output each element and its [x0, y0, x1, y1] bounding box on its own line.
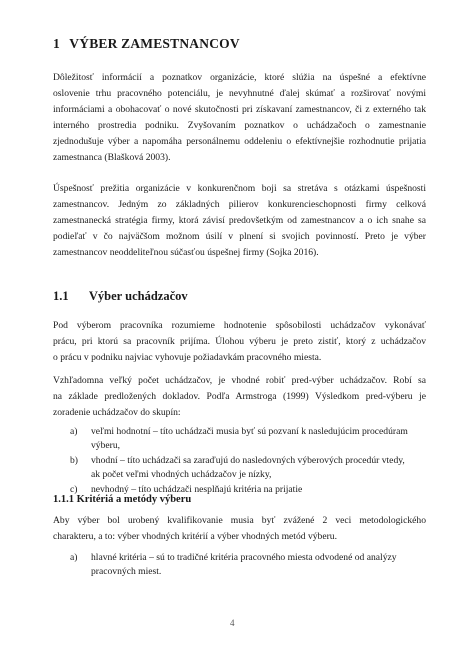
paragraph-line: zamestnancov. Jedným zo základných pilierov konkurencieschopnosti firmy celková [53, 199, 426, 210]
paragraph-line: oslovenie trhu pracovného potenciálu, je nevyhnutné ďalej skúmať a rozširovať novými [53, 88, 426, 99]
paragraph-line: Pod výberom pracovníka rozumieme hodnotenie spôsobilosti uchádzačov vykonávať [53, 320, 426, 331]
list-item-marker: a) [70, 552, 78, 563]
paragraph-line: charakteru, a to: výber vhodných kritérií a výber vhodných metód výberu. [53, 531, 337, 542]
list-item-text: ak počet veľmi vhodných uchádzačov je nízky, [91, 469, 272, 480]
paragraph-line: interného prostredia podniku. Zvyšovaním poznatkov o uchádzačoch o zamestnanie [53, 120, 426, 131]
paragraph-line: o prácu v podniku najviac vyhovuje požiadavkám pracovného miesta. [53, 352, 322, 363]
section-title: Výber uchádzačov [88, 289, 188, 303]
list-item-text: nevhodný – títo uchádzači nesplňajú kritéria na prijatie [91, 484, 303, 495]
list-item-text: výberu, [91, 440, 121, 451]
paragraph-line: zamestnanecká stratégia firmy, ktorá závisí predovšetkým od zamestnancov a o ich snahe sa [53, 215, 426, 226]
subsection-number: 1.1.1 [53, 494, 74, 505]
paragraph-line: Vzhľadomna veľký počet uchádzačov, je vhodné robiť pred-výber uchádzačov. Robí sa [53, 375, 426, 386]
paragraph-line: zjednodušuje výber a napomáha personálnemu oddeleniu o efektívnejšie rozhodnutie prijatia [53, 136, 426, 147]
paragraph-line: na základe predložených dokladov. Podľa Armstroga (1999) Výsledkom pred-výberu je [53, 391, 426, 402]
list-item-text: vhodní – títo uchádzači sa zaraďujú do nasledovných výberových procedúr vtedy, [91, 455, 405, 466]
section-heading [53, 289, 188, 304]
paragraph-line: Dôležitosť informácií a poznatkov organizácie, ktoré slúžia na úspešné a efektívne [53, 72, 426, 83]
list-item-marker: a) [70, 426, 78, 437]
subsection-title: Kritériá a metódy výberu [76, 494, 192, 505]
page-number: 4 [230, 618, 235, 628]
paragraph-line: Úspešnosť prežitia organizácie v konkurenčnom boji sa stretáva s otázkami úspešnosti [53, 183, 426, 194]
chapter-heading [53, 36, 240, 52]
chapter-title: VÝBER ZAMESTNANCOV [69, 36, 240, 51]
section-number: 1.1 [53, 289, 69, 303]
list-item-text: veľmi hodnotní – títo uchádzači musia byť sú pozvaní k nasledujúcim procedúram [91, 426, 408, 437]
paragraph-line: informáciami a obohacovať o nové skutočnosti pri získavaní zamestnancov, či z externého tak [53, 104, 426, 115]
list-item-text: hlavné kritéria – sú to tradičné kritéria pracovného miesta odvodené od analýzy [91, 552, 397, 563]
list-item-text: pracovných miest. [91, 566, 162, 577]
paragraph-line: zamestnancov neoddeliteľnou súčasťou úspešnej firmy (Sojka 2016). [53, 247, 319, 258]
paragraph-line: zamestnanca (Blašková 2003). [53, 152, 171, 163]
paragraph-line: podieľať v čo najväčšom možnom úsilí v plnení si svojich povinností. Preto je výber [53, 231, 426, 242]
paragraph-line: prácu, pri ktorú sa pracovník prijíma. Úlohou výberu je preto zistiť, ktorý z uchádzačov [53, 336, 426, 347]
paragraph-line: zoradenie uchádzačov do skupín: [53, 407, 181, 418]
list-item-marker: b) [70, 455, 78, 466]
paragraph-line: Aby výber bol urobený kvalifikovanie musia byť zvážené 2 veci metodologického [53, 515, 426, 526]
list-item-marker: c) [70, 484, 78, 495]
chapter-number: 1 [53, 36, 60, 51]
